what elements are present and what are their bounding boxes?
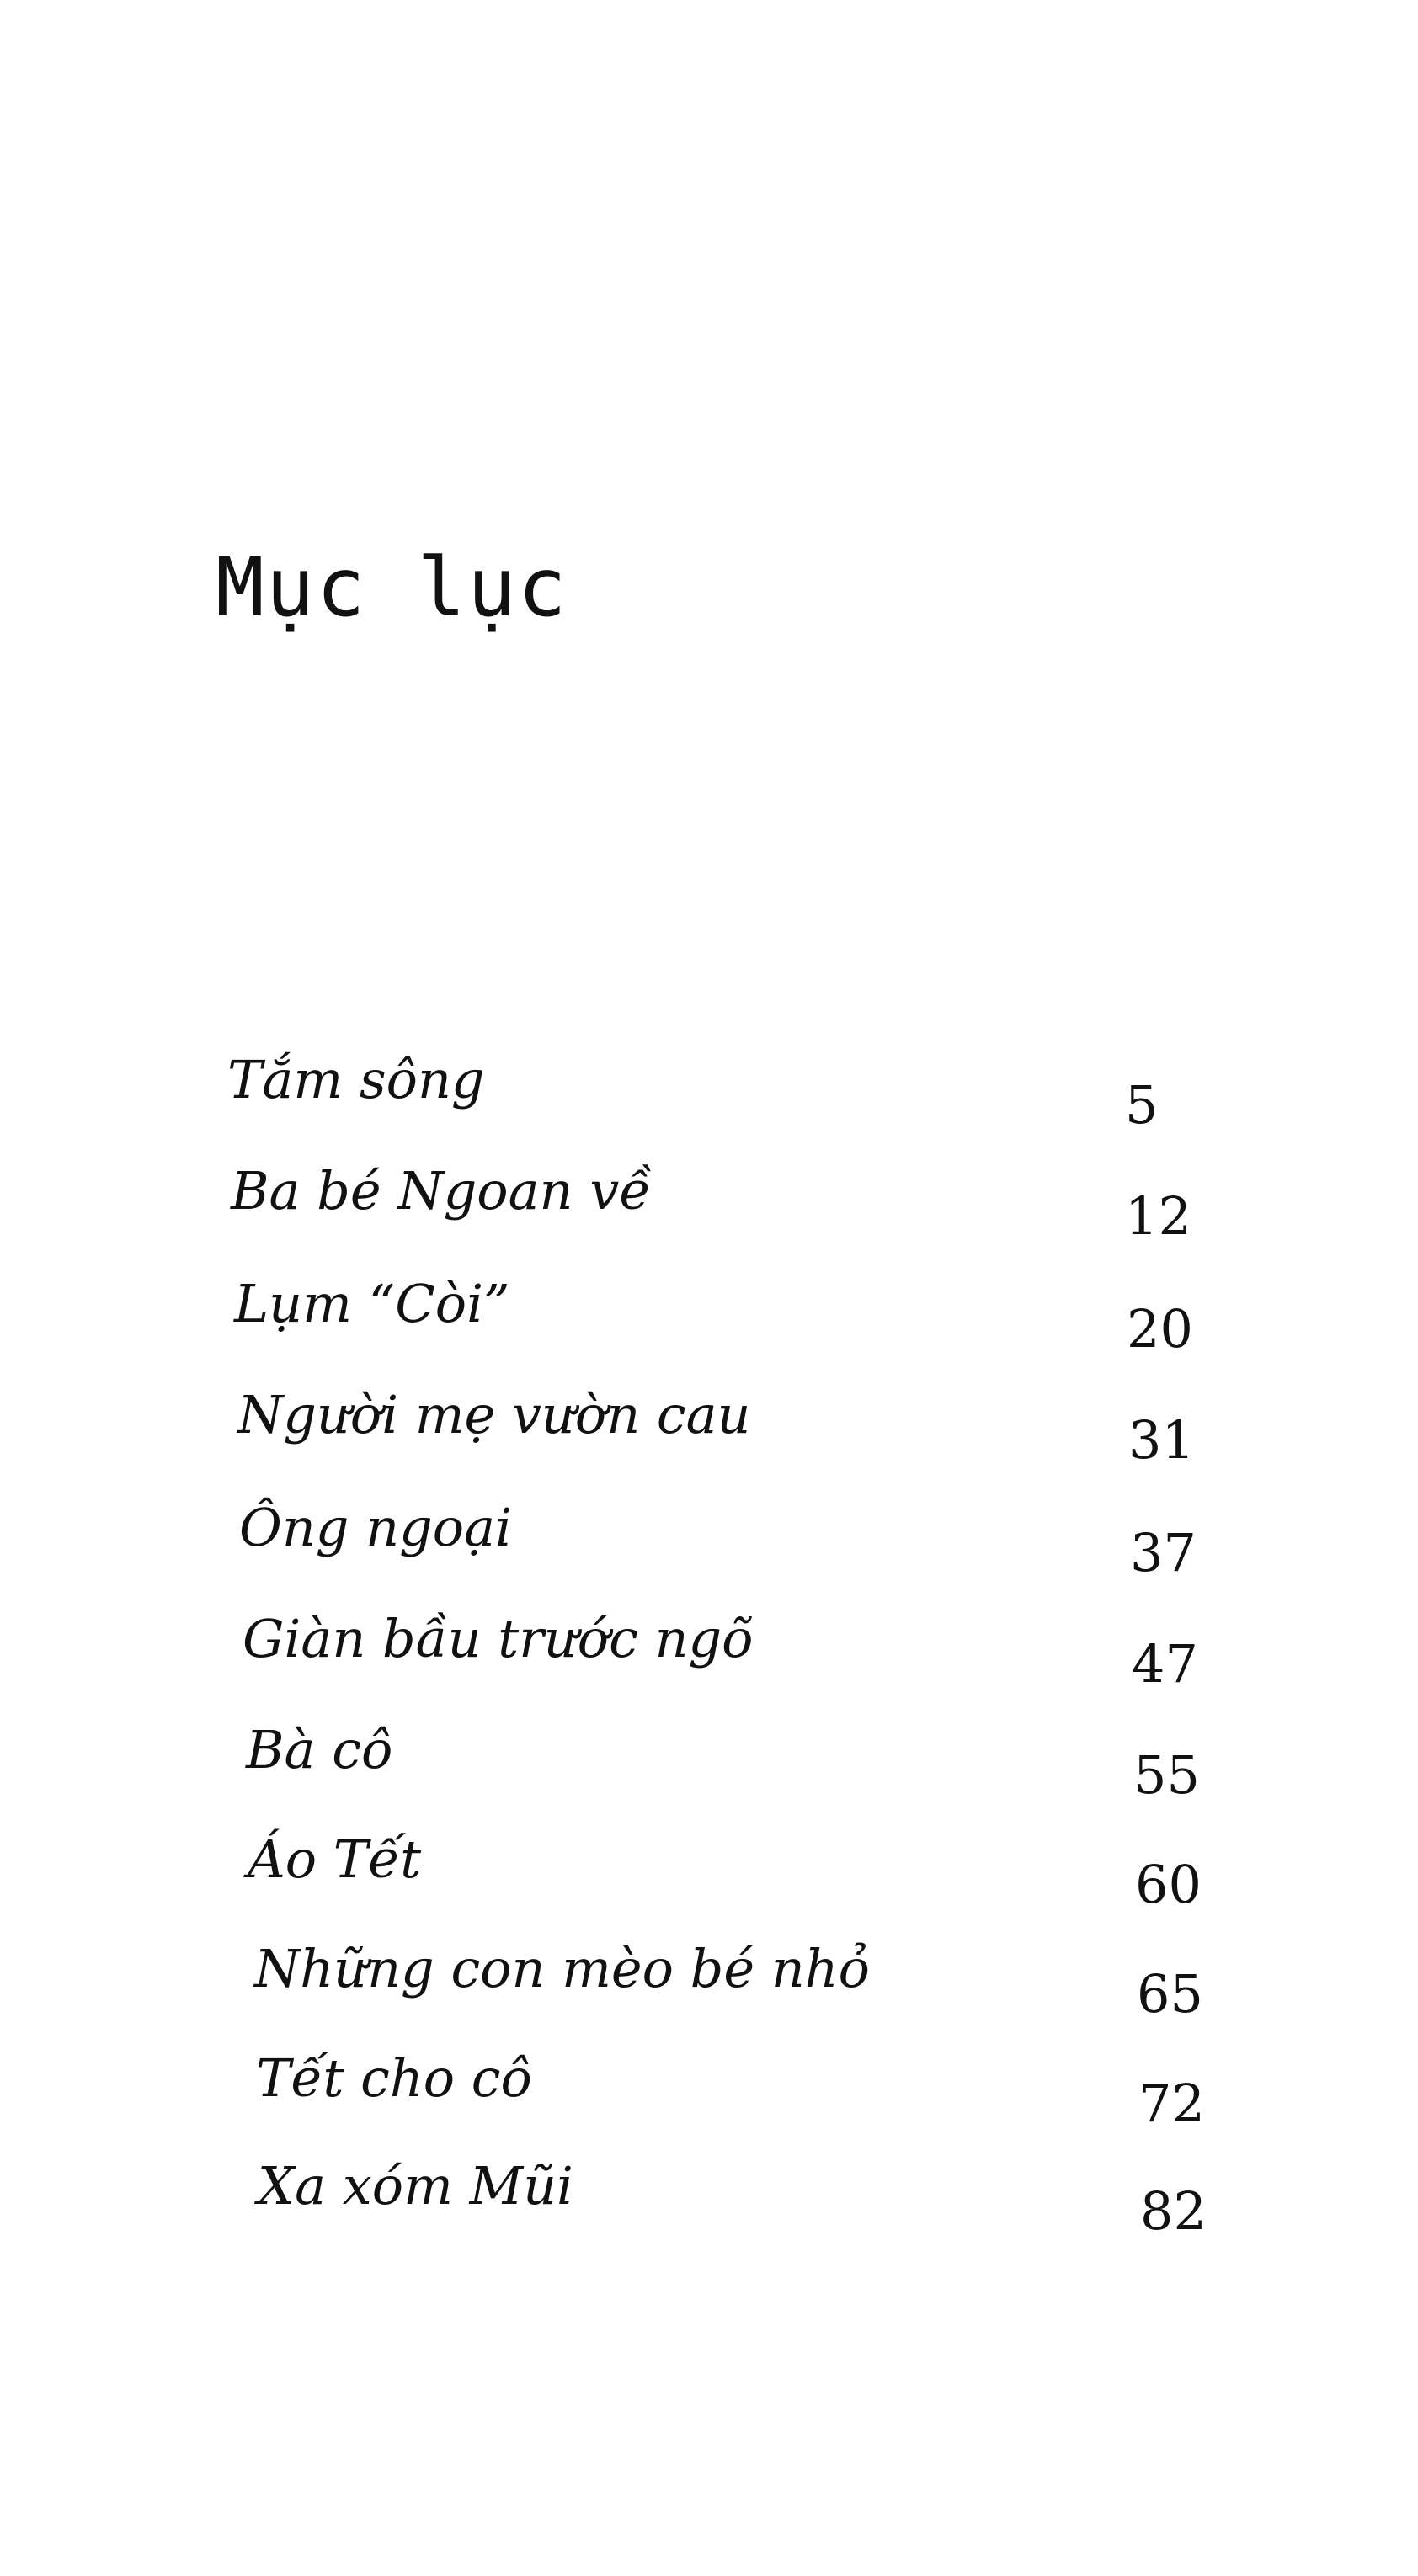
- toc-entry: [0, 1931, 1418, 2025]
- toc-entry-page-number: 12: [1125, 1185, 1191, 1247]
- toc-entry-title: Tắm sông: [227, 1049, 485, 1110]
- toc-entry-title: Áo Tết: [248, 1828, 422, 1890]
- toc-entry: [0, 1601, 1418, 1695]
- toc-entry: [0, 1042, 1418, 1136]
- toc-entry-title: Ba bé Ngoan về: [231, 1160, 652, 1221]
- toc-entry-title: Tết cho cô: [256, 2047, 532, 2109]
- toc-entry-title: Giàn bầu trước ngõ: [243, 1608, 754, 1669]
- toc-entry-page-number: 47: [1132, 1633, 1198, 1695]
- toc-entry-title: Những con mèo bé nhỏ: [254, 1938, 870, 1999]
- toc-entry-title: Ông ngoại: [239, 1497, 512, 1558]
- toc-entry-title: Lụm “Còi”: [234, 1273, 510, 1334]
- toc-entry: [0, 2041, 1418, 2134]
- toc-entry-page-number: 72: [1138, 2073, 1205, 2134]
- toc-entry: [0, 1153, 1418, 1247]
- toc-entry-page-number: 55: [1133, 1744, 1200, 1806]
- toc-entry-page-number: 37: [1130, 1522, 1197, 1583]
- toc-entry-title: Xa xóm Mũi: [258, 2155, 573, 2217]
- toc-entry-page-number: 60: [1135, 1854, 1202, 1915]
- toc-entry-page-number: 31: [1128, 1409, 1195, 1471]
- toc-entry: [0, 1712, 1418, 1806]
- toc-entry: [0, 1822, 1418, 1915]
- toc-entry-page-number: 20: [1127, 1298, 1193, 1360]
- toc-entry: [0, 1266, 1418, 1360]
- toc-entry: [0, 2148, 1418, 2242]
- toc-entry-title: Bà cô: [246, 1719, 393, 1780]
- toc-entry-page-number: 82: [1140, 2180, 1207, 2242]
- toc-entry-page-number: 65: [1137, 1963, 1203, 2025]
- toc-entry: [0, 1490, 1418, 1583]
- toc-entry: [0, 1377, 1418, 1471]
- page-title: Mục lục: [216, 540, 568, 635]
- toc-entry-page-number: 5: [1125, 1074, 1159, 1136]
- toc-entry-title: Người mẹ vườn cau: [237, 1384, 751, 1445]
